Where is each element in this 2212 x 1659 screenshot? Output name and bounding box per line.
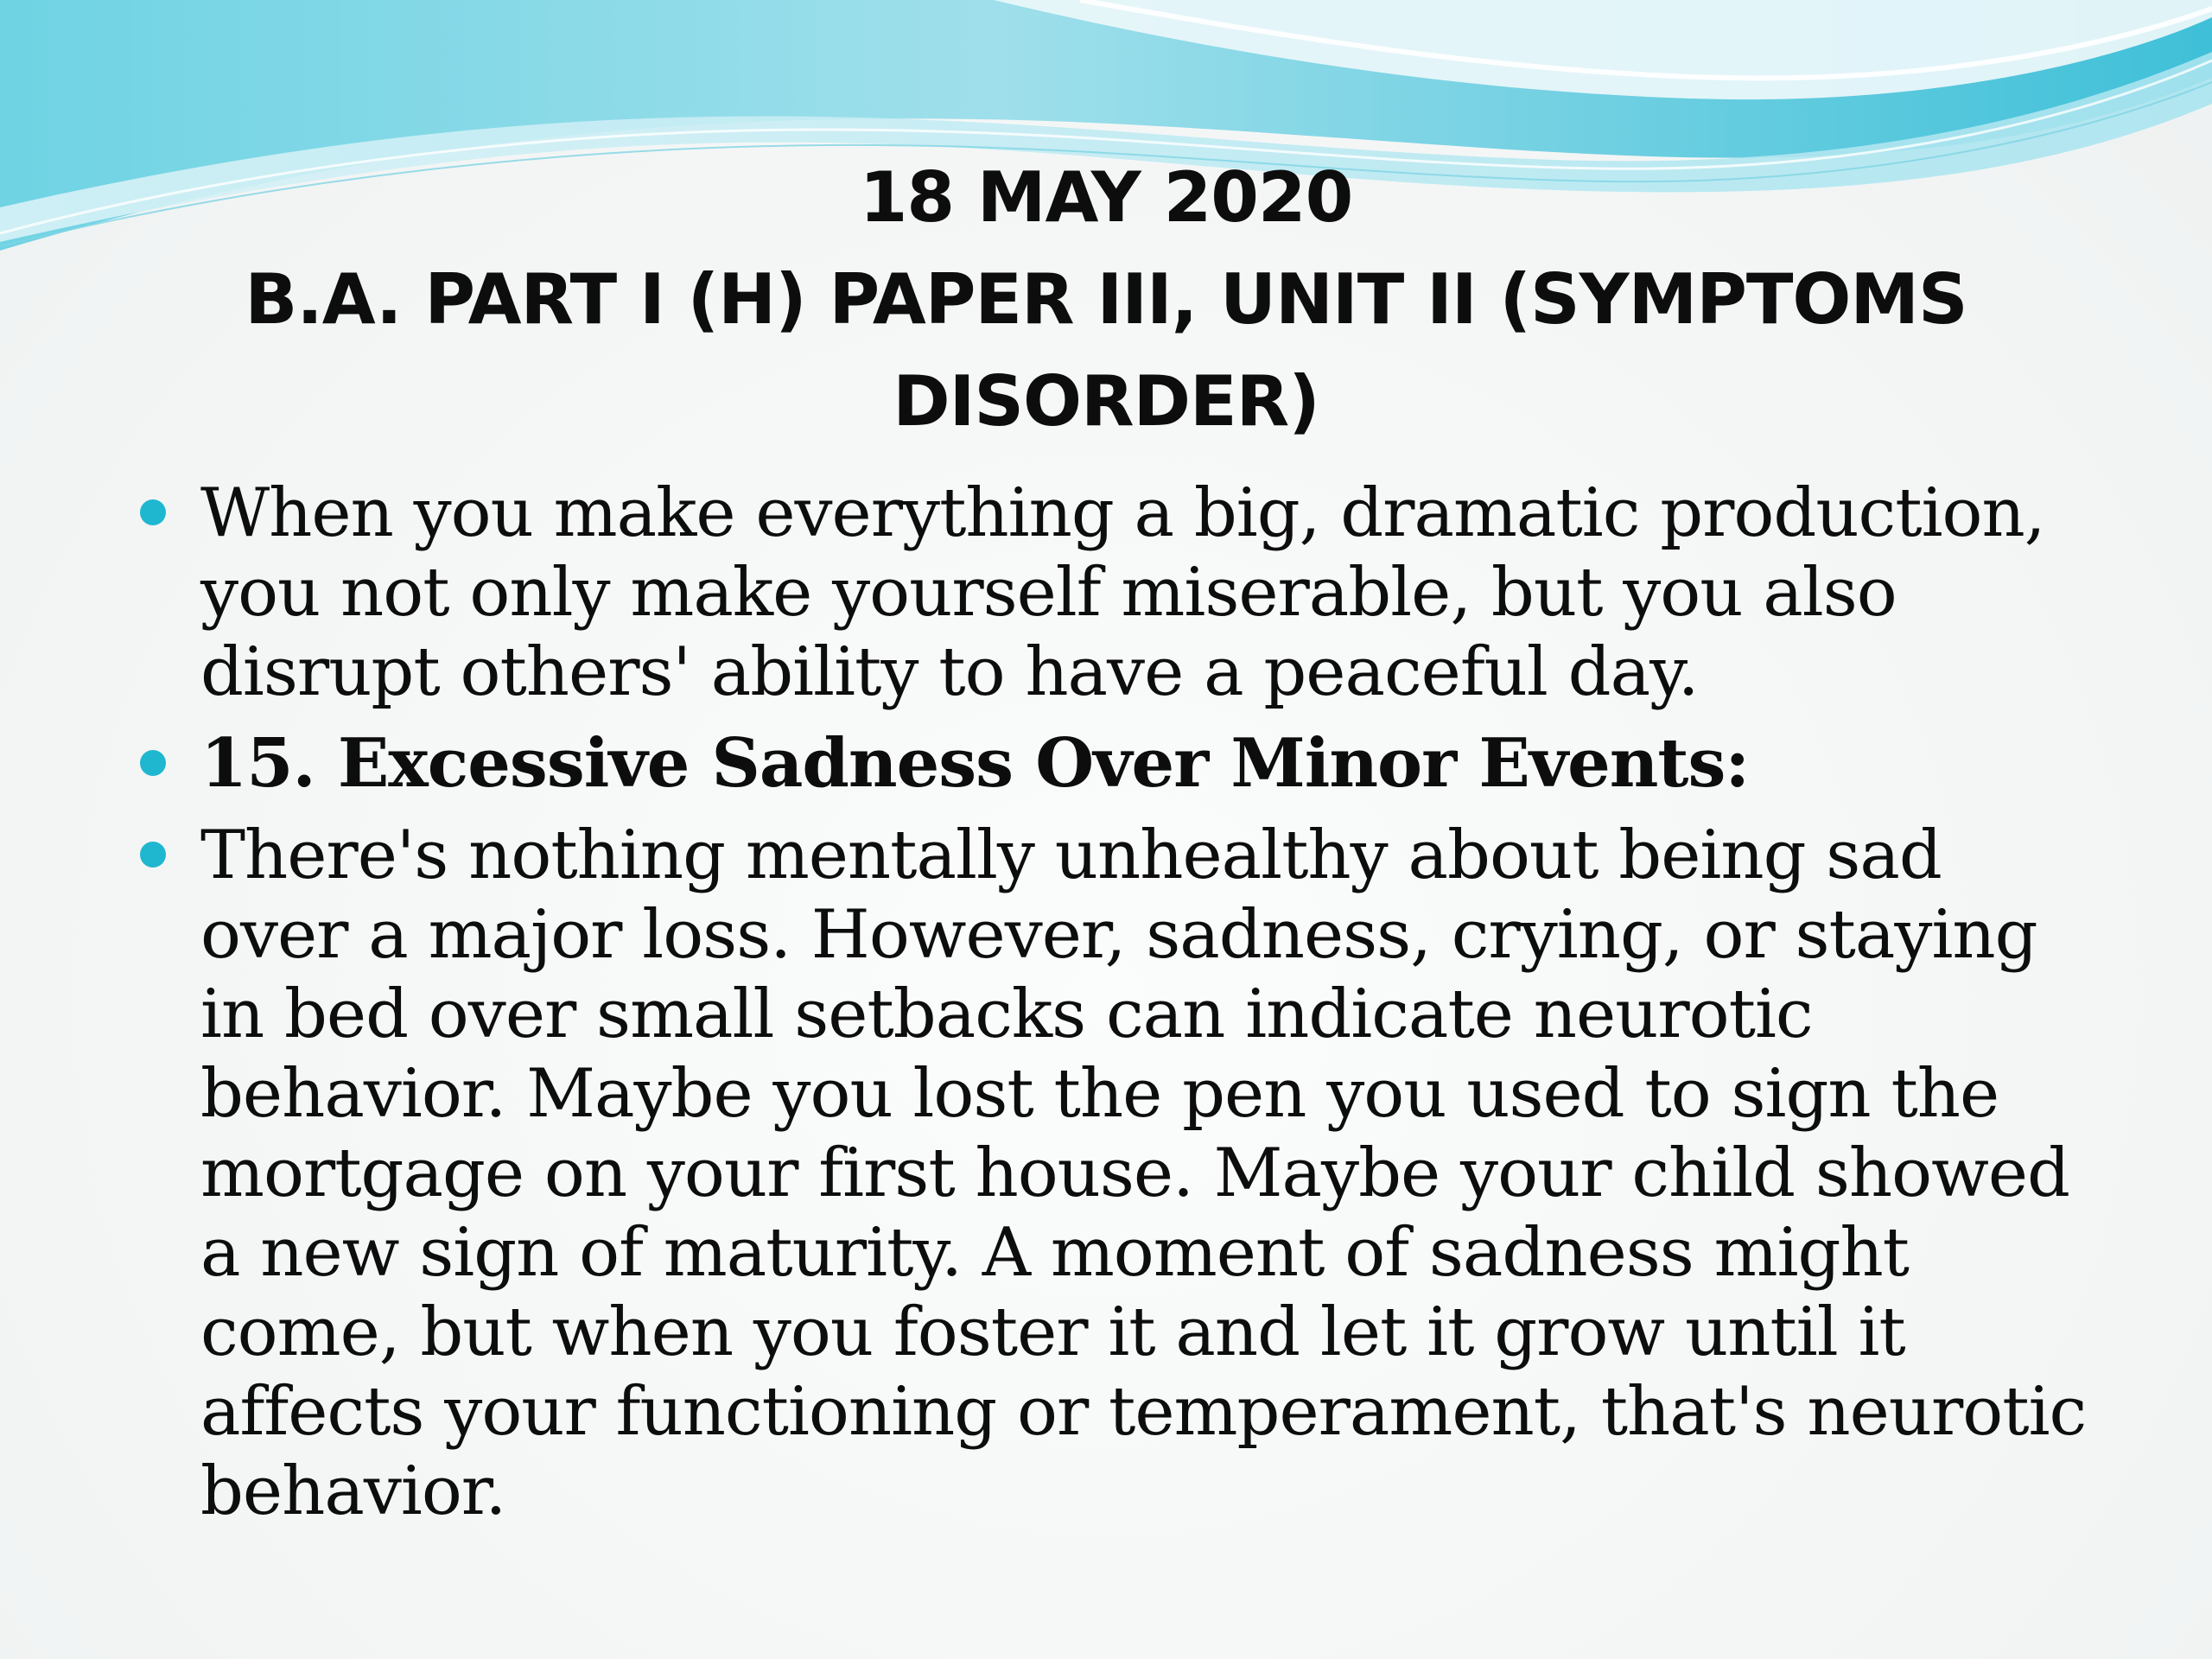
title-course: B.A. PART I (H) PAPER III, UNIT II (SYMPTOMS [245,259,1967,340]
bullet-dot-icon [140,842,166,868]
title-topic: DISORDER) [893,361,1319,442]
list-item [138,816,2091,1531]
slide-title [173,147,2039,453]
list-item [138,474,2091,712]
title-date: 18 MAY 2020 [859,157,1353,238]
bullet-text: There's nothing mentally unhealthy about being sad over a major loss. However, sadness, crying, or staying in bed over small setbacks can indicate neurotic behavior. Maybe you lost the pen you used to sign the mortgage on your first house. Maybe your child showed a new sign of maturity. A moment of sadness might come, but when you foster it and let it grow until it affects your functioning or temperament, that's neurotic behavior. [200,817,2087,1530]
bullet-dot-icon [140,750,166,776]
section-heading: 15. Excessive Sadness Over Minor Events: [200,724,1750,803]
list-item [138,724,2091,804]
bullet-list [138,474,2091,1543]
bullet-dot-icon [140,499,166,525]
bullet-text: When you make everything a big, dramatic production, you not only make yourself miserable, but you also disrupt others' ability to have a peaceful day. [200,474,2045,711]
